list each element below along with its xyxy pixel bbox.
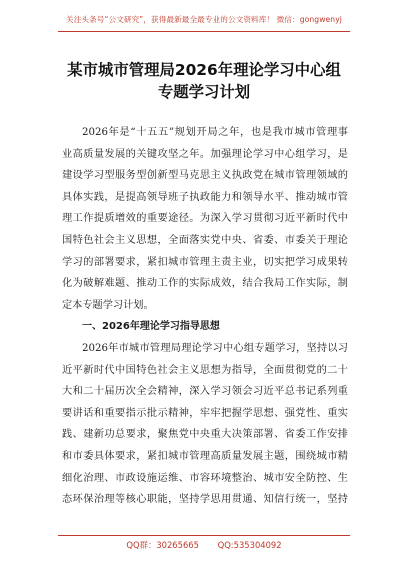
paragraph-line: 细化治理、市政设施运维、市容环境整治、城市安全防控、生 [62, 472, 348, 484]
section-heading: 一、2026年理论学习指导思想 [82, 321, 220, 333]
paragraph-line: 大和二十届历次全会精神，深入学习领会习近平总书记系列重 [62, 386, 348, 398]
document-title [20, 59, 388, 103]
paragraph-line: 和市委具体要求，紧扣城市管理高质量发展主题，围绕城市精 [62, 450, 348, 462]
title-line-2: 专题学习计划 [157, 83, 251, 101]
paragraph-line: 态环保治理等核心职能，坚持学思用贯通、知信行统一，坚持 [62, 494, 348, 506]
title-line-1: 某市城市管理局2026年理论学习中心组 [67, 61, 341, 79]
paragraph-line: 2026年是“十五五”规划开局之年，也是我市城市管理事 [82, 127, 348, 138]
paragraph-line: 理工作提质增效的重要途径。为深入学习贯彻习近平新时代中 [62, 213, 348, 225]
document-body [62, 122, 348, 511]
paragraph-line: 建设学习型服务型创新型马克思主义执政党在城市管理领域的 [62, 170, 348, 182]
paragraph-line: 要讲话和重要指示批示精神，牢牢把握学思想、强党性、重实 [62, 407, 348, 419]
paragraph-line: 具体实践，是提高领导班子执政能力和领导水平、推动城市管 [62, 191, 348, 203]
paragraph-line: 践、建新功总要求，聚焦党中央重大决策部署、省委工作安排 [62, 429, 348, 441]
paragraph-line: 近平新时代中国特色社会主义思想为指导，全面贯彻党的二十 [62, 364, 348, 376]
paragraph-line: 业高质量发展的关键攻坚之年。加强理论学习中心组学习，是 [62, 148, 348, 160]
qq-group-text: QQ群：30265665 [126, 540, 199, 550]
paragraph-line: 2026年市城市管理局理论学习中心组专题学习，坚持以习 [82, 342, 348, 354]
paragraph-line: 国特色社会主义思想，全面落实党中央、省委、市委关于理论 [62, 234, 348, 246]
header-divider [58, 31, 350, 32]
header-banner: 关注头条号“公文研究”，获得最新最全最专业的公文资料库！ 微信：gongwenyj [66, 15, 342, 24]
paragraph-line: 化为破解难题、推动工作的实际成效，结合我局工作实际，制 [62, 278, 348, 290]
paragraph-line: 学习的部署要求，紧扣城市管理主责主业，切实把学习成果转 [62, 256, 348, 268]
qq-text: QQ:535304092 [217, 540, 282, 550]
paragraph-line: 定本专题学习计划。 [62, 299, 154, 311]
footer-contact [0, 539, 408, 551]
footer-divider [58, 535, 350, 536]
